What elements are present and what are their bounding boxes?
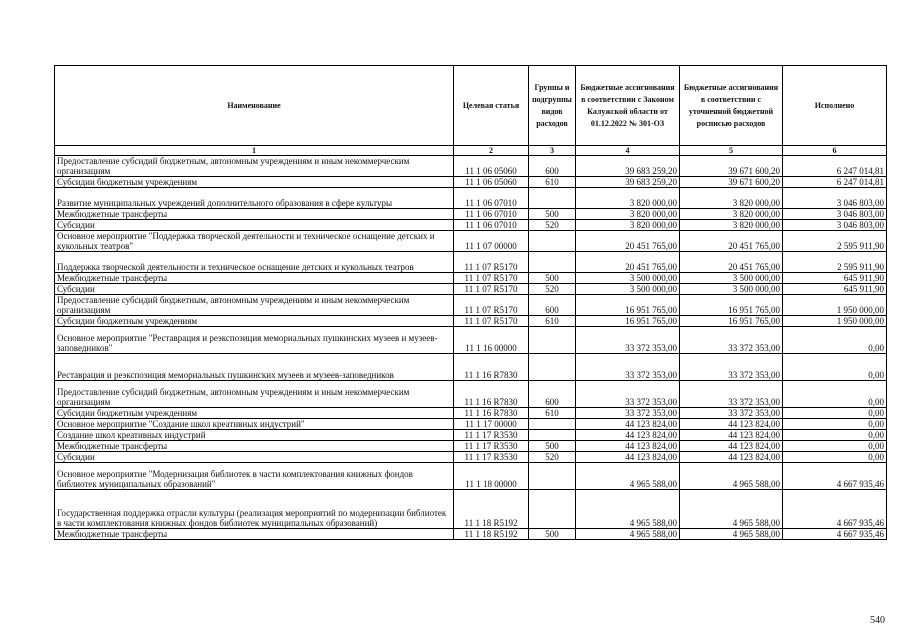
row-name: Предоставление субсидий бюджетным, автономным учреждениям и иным некоммерческим организациям [55, 295, 454, 316]
table-row [55, 209, 887, 220]
row-expense-group [529, 463, 576, 490]
row-refined-amount: 39 671 600,20 [680, 156, 783, 177]
row-target-code: 11 1 16 00000 [454, 327, 529, 354]
row-law-amount: 3 820 000,00 [576, 209, 680, 220]
table-row [55, 529, 887, 540]
row-refined-amount: 16 951 765,00 [680, 295, 783, 316]
row-expense-group [529, 231, 576, 252]
row-expense-group: 600 [529, 295, 576, 316]
table-row [55, 273, 887, 284]
row-expense-group: 520 [529, 220, 576, 231]
row-refined-amount: 16 951 765,00 [680, 316, 783, 327]
row-expense-group: 600 [529, 381, 576, 408]
row-refined-amount: 44 123 824,00 [680, 430, 783, 441]
row-expense-group [529, 188, 576, 209]
header-law-allocations: Бюджетные ассигнования в соответствии с Законом Калужской области от 01.12.2022 № 301-ОЗ [576, 66, 680, 146]
column-number: 6 [783, 146, 887, 156]
row-expense-group [529, 354, 576, 381]
row-law-amount: 44 123 824,00 [576, 441, 680, 452]
row-executed-amount: 1 950 000,00 [783, 295, 887, 316]
row-executed-amount: 4 667 935,46 [783, 529, 887, 540]
row-target-code: 11 1 07 R5170 [454, 284, 529, 295]
row-target-code: 11 1 17 R3530 [454, 452, 529, 463]
row-expense-group: 520 [529, 452, 576, 463]
column-number: 3 [529, 146, 576, 156]
row-executed-amount: 0,00 [783, 408, 887, 419]
row-law-amount: 3 500 000,00 [576, 273, 680, 284]
row-expense-group: 610 [529, 316, 576, 327]
header-refined-allocations: Бюджетные ассигнования в соответствии с уточненной бюджетной росписью расходов [680, 66, 783, 146]
row-name: Предоставление субсидий бюджетным, автономным учреждениям и иным некоммерческим организациям [55, 381, 454, 408]
row-executed-amount: 645 911,90 [783, 284, 887, 295]
row-target-code: 11 1 06 05060 [454, 177, 529, 188]
row-law-amount: 33 372 353,00 [576, 381, 680, 408]
table-row [55, 441, 887, 452]
row-expense-group: 500 [529, 529, 576, 540]
row-law-amount: 3 500 000,00 [576, 284, 680, 295]
row-name: Поддержка творческой деятельности и техническое оснащение детских и кукольных театров [55, 252, 454, 273]
row-expense-group: 600 [529, 156, 576, 177]
row-executed-amount: 0,00 [783, 381, 887, 408]
row-executed-amount: 0,00 [783, 452, 887, 463]
row-target-code: 11 1 16 R7830 [454, 354, 529, 381]
row-law-amount: 33 372 353,00 [576, 327, 680, 354]
row-law-amount: 44 123 824,00 [576, 452, 680, 463]
table-row [55, 381, 887, 408]
row-name: Субсидии [55, 220, 454, 231]
table-row [55, 408, 887, 419]
header-expense-group: Группы и подгруппы видов расходов [529, 66, 576, 146]
row-target-code: 11 1 07 R5170 [454, 273, 529, 284]
row-name: Развитие муниципальных учреждений дополнительного образования в сфере культуры [55, 188, 454, 209]
row-executed-amount: 6 247 014,81 [783, 156, 887, 177]
table-row [55, 284, 887, 295]
row-refined-amount: 3 820 000,00 [680, 188, 783, 209]
table-row [55, 327, 887, 354]
row-expense-group [529, 419, 576, 430]
row-name: Государственная поддержка отрасли культуры (реализация мероприятий по модернизации библиотек в части комплектования книжных фондов библиотек муниципальных образований) [55, 490, 454, 529]
row-refined-amount: 33 372 353,00 [680, 354, 783, 381]
table-row [55, 419, 887, 430]
row-executed-amount: 2 595 911,90 [783, 252, 887, 273]
row-refined-amount: 44 123 824,00 [680, 452, 783, 463]
row-refined-amount: 3 820 000,00 [680, 220, 783, 231]
row-name: Основное мероприятие "Создание школ креативных индустрий" [55, 419, 454, 430]
row-name: Создание школ креативных индустрий [55, 430, 454, 441]
row-executed-amount: 3 046 803,00 [783, 209, 887, 220]
row-refined-amount: 20 451 765,00 [680, 231, 783, 252]
row-name: Межбюджетные трансферты [55, 441, 454, 452]
row-target-code: 11 1 18 R5192 [454, 529, 529, 540]
row-refined-amount: 44 123 824,00 [680, 419, 783, 430]
column-number: 4 [576, 146, 680, 156]
row-target-code: 11 1 17 R3530 [454, 430, 529, 441]
row-name: Реставрация и реэкспозиция мемориальных пушкинских музеев и музеев-заповедников [55, 354, 454, 381]
row-law-amount: 39 683 259,20 [576, 177, 680, 188]
row-name: Основное мероприятие "Реставрация и реэкспозиция мемориальных пушкинских музеев и музеев-заповедников" [55, 327, 454, 354]
row-law-amount: 4 965 588,00 [576, 529, 680, 540]
row-name: Межбюджетные трансферты [55, 209, 454, 220]
row-target-code: 11 1 16 R7830 [454, 381, 529, 408]
row-target-code: 11 1 18 00000 [454, 463, 529, 490]
row-target-code: 11 1 07 R5170 [454, 252, 529, 273]
header-name: Наименование [55, 66, 454, 146]
row-executed-amount: 4 667 935,46 [783, 463, 887, 490]
row-executed-amount: 0,00 [783, 419, 887, 430]
row-target-code: 11 1 07 R5170 [454, 316, 529, 327]
row-expense-group: 500 [529, 441, 576, 452]
row-executed-amount: 0,00 [783, 327, 887, 354]
row-target-code: 11 1 06 07010 [454, 188, 529, 209]
row-expense-group [529, 327, 576, 354]
row-name: Межбюджетные трансферты [55, 529, 454, 540]
row-refined-amount: 33 372 353,00 [680, 381, 783, 408]
row-executed-amount: 3 046 803,00 [783, 220, 887, 231]
row-law-amount: 4 965 588,00 [576, 463, 680, 490]
column-number: 2 [454, 146, 529, 156]
table-row [55, 354, 887, 381]
table-row [55, 177, 887, 188]
table-row [55, 188, 887, 209]
row-executed-amount: 3 046 803,00 [783, 188, 887, 209]
row-law-amount: 44 123 824,00 [576, 430, 680, 441]
row-law-amount: 44 123 824,00 [576, 419, 680, 430]
budget-table [54, 65, 887, 540]
row-target-code: 11 1 18 R5192 [454, 490, 529, 529]
row-law-amount: 20 451 765,00 [576, 231, 680, 252]
row-refined-amount: 3 820 000,00 [680, 209, 783, 220]
row-expense-group: 500 [529, 209, 576, 220]
header-row [55, 66, 887, 146]
row-target-code: 11 1 07 00000 [454, 231, 529, 252]
table-row [55, 316, 887, 327]
row-expense-group: 520 [529, 284, 576, 295]
page-number: 540 [870, 615, 885, 626]
row-name: Субсидии бюджетным учреждениям [55, 177, 454, 188]
table-row [55, 295, 887, 316]
row-refined-amount: 4 965 588,00 [680, 463, 783, 490]
row-refined-amount: 39 671 600,20 [680, 177, 783, 188]
row-law-amount: 16 951 765,00 [576, 295, 680, 316]
row-name: Субсидии [55, 452, 454, 463]
row-executed-amount: 0,00 [783, 430, 887, 441]
row-target-code: 11 1 06 05060 [454, 156, 529, 177]
row-expense-group [529, 430, 576, 441]
row-name: Межбюджетные трансферты [55, 273, 454, 284]
row-refined-amount: 20 451 765,00 [680, 252, 783, 273]
table-row [55, 220, 887, 231]
column-number: 5 [680, 146, 783, 156]
row-law-amount: 16 951 765,00 [576, 316, 680, 327]
row-refined-amount: 3 500 000,00 [680, 273, 783, 284]
row-expense-group: 610 [529, 408, 576, 419]
header-target-code: Целевая статья [454, 66, 529, 146]
column-number: 1 [55, 146, 454, 156]
row-law-amount: 20 451 765,00 [576, 252, 680, 273]
header-executed: Исполнено [783, 66, 887, 146]
row-target-code: 11 1 17 R3530 [454, 441, 529, 452]
row-law-amount: 3 820 000,00 [576, 188, 680, 209]
row-refined-amount: 33 372 353,00 [680, 327, 783, 354]
row-expense-group [529, 252, 576, 273]
table-row [55, 463, 887, 490]
row-law-amount: 33 372 353,00 [576, 354, 680, 381]
row-name: Субсидии бюджетным учреждениям [55, 408, 454, 419]
row-target-code: 11 1 06 07010 [454, 209, 529, 220]
row-name: Основное мероприятие "Модернизация библиотек в части комплектования книжных фондов библиотек муниципальных образований" [55, 463, 454, 490]
row-executed-amount: 0,00 [783, 354, 887, 381]
budget-report-sheet [54, 65, 886, 540]
row-executed-amount: 1 950 000,00 [783, 316, 887, 327]
row-expense-group [529, 490, 576, 529]
row-expense-group: 610 [529, 177, 576, 188]
table-row [55, 452, 887, 463]
row-refined-amount: 4 965 588,00 [680, 490, 783, 529]
row-target-code: 11 1 07 R5170 [454, 295, 529, 316]
row-refined-amount: 4 965 588,00 [680, 529, 783, 540]
row-name: Предоставление субсидий бюджетным, автономным учреждениям и иным некоммерческим организациям [55, 156, 454, 177]
row-law-amount: 3 820 000,00 [576, 220, 680, 231]
row-executed-amount: 2 595 911,90 [783, 231, 887, 252]
row-executed-amount: 4 667 935,46 [783, 490, 887, 529]
row-law-amount: 4 965 588,00 [576, 490, 680, 529]
row-target-code: 11 1 16 R7830 [454, 408, 529, 419]
row-executed-amount: 645 911,90 [783, 273, 887, 284]
row-name: Субсидии [55, 284, 454, 295]
row-refined-amount: 3 500 000,00 [680, 284, 783, 295]
row-law-amount: 33 372 353,00 [576, 408, 680, 419]
row-name: Основное мероприятие "Поддержка творческой деятельности и техническое оснащение детских и кукольных театров" [55, 231, 454, 252]
row-refined-amount: 44 123 824,00 [680, 441, 783, 452]
column-number-row [55, 146, 887, 156]
row-refined-amount: 33 372 353,00 [680, 408, 783, 419]
table-row [55, 252, 887, 273]
row-law-amount: 39 683 259,20 [576, 156, 680, 177]
row-name: Субсидии бюджетным учреждениям [55, 316, 454, 327]
row-target-code: 11 1 06 07010 [454, 220, 529, 231]
row-executed-amount: 6 247 014,81 [783, 177, 887, 188]
row-expense-group: 500 [529, 273, 576, 284]
table-row [55, 231, 887, 252]
row-executed-amount: 0,00 [783, 441, 887, 452]
row-target-code: 11 1 17 00000 [454, 419, 529, 430]
table-row [55, 430, 887, 441]
table-row [55, 156, 887, 177]
table-row [55, 490, 887, 529]
